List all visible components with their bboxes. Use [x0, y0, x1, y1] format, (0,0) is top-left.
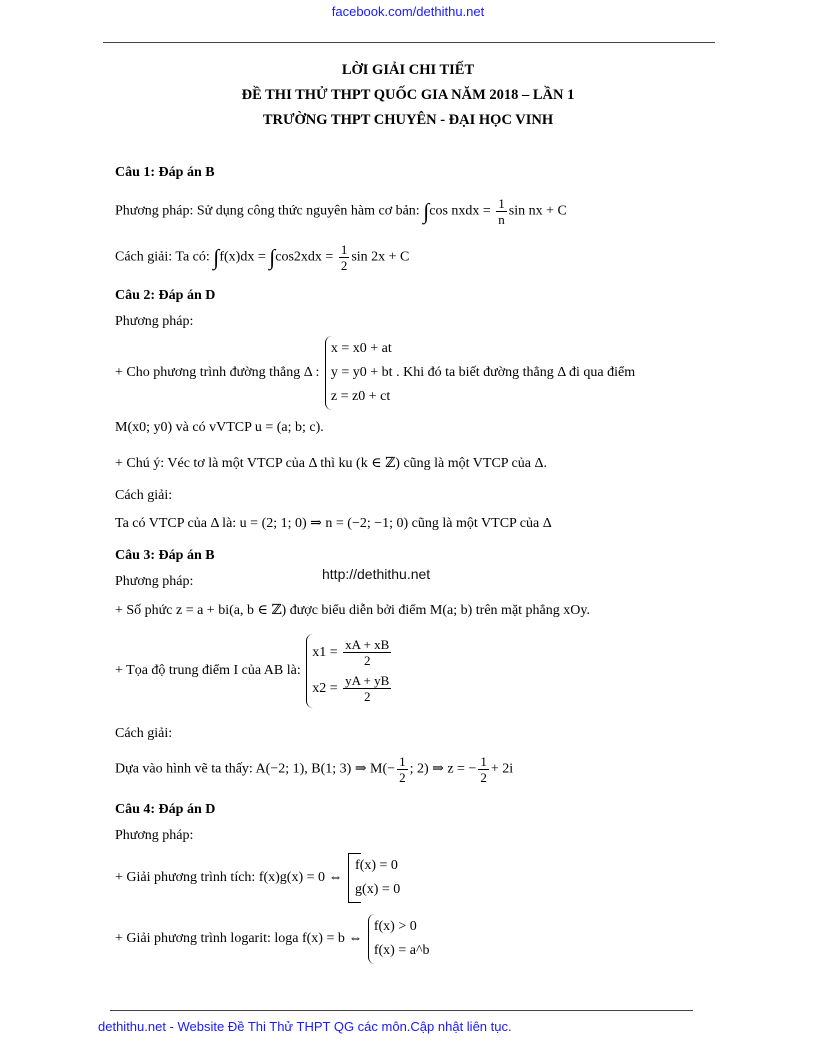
q3-solution-fraction: $\frac{1}{2}$ — [399, 754, 406, 785]
q4-heading: Câu 4: Đáp án D — [115, 802, 216, 817]
q2-line1 — [115, 336, 635, 410]
title-line-3: TRƯỜNG THPT CHUYÊN - ĐẠI HỌC VINH — [262, 112, 554, 128]
integral-icon: ∫ — [423, 198, 430, 224]
q1-solution-text: Cách giải: Ta có: — [115, 249, 210, 265]
q2-delta: Δ : — [303, 365, 320, 380]
q4-line2-pre: + Giải phương trình logarit: loga f(x) = b ⇔ — [115, 931, 363, 946]
q4-line1 — [115, 853, 400, 903]
q1-solution-f: f(x)dx = — [219, 249, 266, 265]
q3-line2 — [115, 634, 393, 708]
q3-solution-mid: ; 2) ⇒ z = − — [409, 761, 477, 777]
q2-line1-post: . Khi đó ta biết đường thẳng Δ đi qua điểm — [396, 365, 636, 380]
q1-method-formula-right: sin nx + C — [508, 203, 567, 219]
q1-method-text: Phương pháp: Sử dụng công thức nguyên hàm cơ bản: — [115, 203, 420, 219]
header-link[interactable]: facebook.com/dethithu.net — [331, 4, 485, 19]
title-line-2: ĐỀ THI THỬ THPT QUỐC GIA NĂM 2018 – LẦN 1 — [241, 87, 575, 103]
footer-link[interactable]: dethithu.net - Website Đề Thi Thử THPT QG các môn.Cập nhật liên tục. — [98, 1019, 512, 1034]
q4-line2-cases: f(x) > 0 f(x) = a^b — [368, 914, 430, 964]
header-rule — [103, 42, 715, 43]
q3-solution-label: Cách giải: — [115, 726, 173, 741]
q4-line1-cases: f(x) = 0 g(x) = 0 — [355, 858, 401, 897]
q2-solution-label: Cách giải: — [115, 488, 173, 503]
q4-line2 — [115, 914, 430, 964]
q2-system-line: z = z0 + ct — [330, 389, 391, 404]
q3-solution — [115, 754, 513, 785]
q1-solution — [115, 242, 409, 273]
q2-heading: Câu 2: Đáp án D — [115, 288, 216, 303]
q3-system — [306, 634, 393, 708]
integral-icon: ∫ — [213, 244, 220, 270]
q1-method — [115, 196, 567, 227]
q3-solution-fraction: $\frac{1}{2}$ — [480, 754, 487, 785]
title-line-1: LỜI GIẢI CHI TIẾT — [341, 62, 475, 78]
q2-line2: M(x0; y0) và có vVTCP u = (a; b; c). — [115, 420, 324, 435]
q2-method-label: Phương pháp: — [115, 314, 194, 329]
q3-method-label: Phương pháp: — [115, 574, 194, 589]
integral-icon: ∫ — [269, 244, 276, 270]
q1-solution-mid: cos2xdx = — [275, 249, 334, 265]
q3-line1: + Số phức z = a + bi(a, b ∈ ℤ) được biểu diễn bởi điểm M(a; b) trên mặt phẳng xOy. — [115, 603, 590, 618]
q3-heading: Câu 3: Đáp án B — [115, 548, 215, 563]
q1-solution-fraction: $\frac{1}{2}$ — [340, 242, 348, 273]
q1-heading: Câu 1: Đáp án B — [115, 165, 215, 180]
footer-rule — [110, 1010, 693, 1011]
q1-method-formula-left: cos nxdx = — [429, 203, 491, 219]
q2-system-line: x = x0 + at — [330, 341, 392, 356]
q2-system-line: y = y0 + bt — [330, 365, 393, 380]
q4-line1-pre: + Giải phương trình tích: f(x)g(x) = 0 ⇔ — [115, 870, 343, 885]
q3-solution-pre: Dựa vào hình vẽ ta thấy: A(−2; 1), B(1; 3) ⇒ M(− — [115, 761, 396, 777]
q3-system-line: x2 = $\frac{yA + yB}{2}$ — [312, 673, 390, 705]
q2-solution: Ta có VTCP của Δ là: u = (2; 1; 0) ⇒ n = (−2; −1; 0) cũng là một VTCP của Δ — [115, 516, 552, 531]
q2-line3: + Chú ý: Véc tơ là một VTCP của Δ thì ku (k ∈ ℤ) cũng là một VTCP của Δ. — [115, 456, 547, 471]
q2-line1-pre: + Cho phương trình đường thẳng — [115, 365, 301, 380]
q2-system — [325, 336, 393, 410]
q1-method-fraction: $\frac{1}{n}$ — [498, 196, 505, 227]
watermark-link[interactable]: http://dethithu.net — [322, 566, 431, 582]
q1-solution-right: sin 2x + C — [351, 249, 410, 265]
q3-line2-pre: + Tọa độ trung điểm I của AB là: — [115, 663, 301, 678]
q4-method-label: Phương pháp: — [115, 828, 194, 843]
q3-system-line: x1 = $\frac{xA + xB}{2}$ — [312, 637, 390, 669]
q3-solution-post: + 2i — [490, 761, 514, 777]
